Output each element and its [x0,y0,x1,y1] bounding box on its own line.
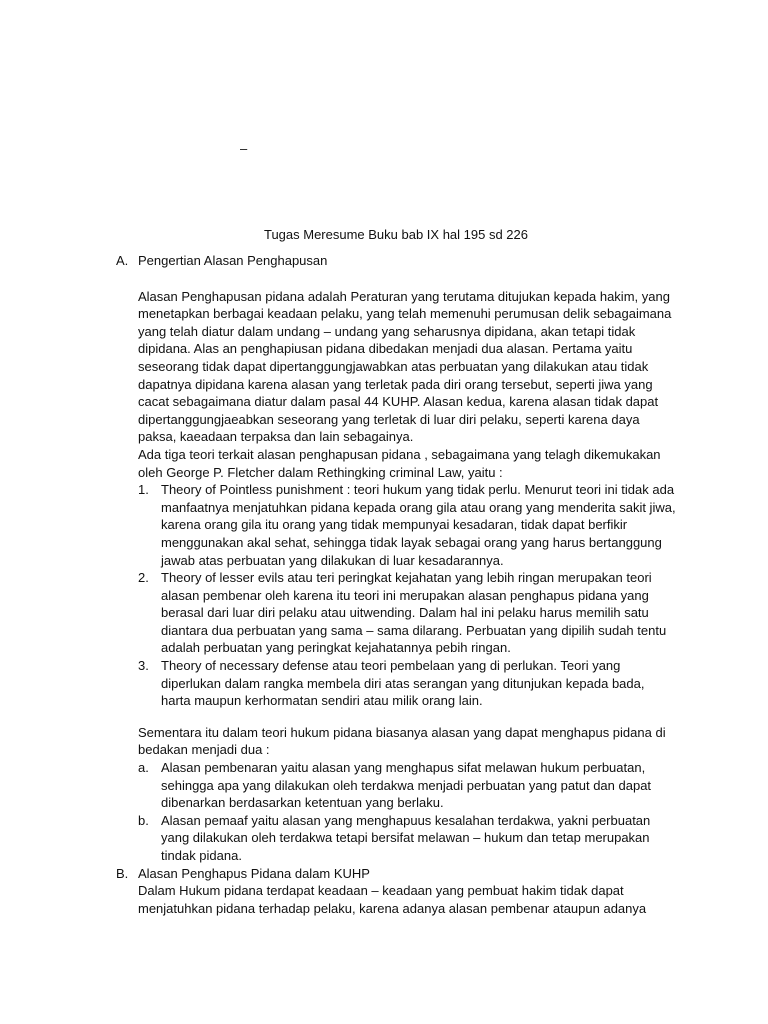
section-b-heading: Alasan Penghapus Pidana dalam KUHP [138,865,370,881]
reason-letter: b. [138,812,149,828]
section-a-paragraph-1: Alasan Penghapusan pidana adalah Peraturan yang terutama ditujukan kepada hakim, yang menetapkan berbagai keadaan pelaku, yang telah memenuhi perumusan delik sebagaimana yang telah diatur dalam undang – undang yang seharusnya dipidana, akan tetapi tidak dipidana. Alas an penghapiusan pidana dibedakan menjadi dua alasan. Pertama yaitu seseorang tidak dapat dipertanggungjawabkan atas perbuatan yang dilakukan atau tidak dapatnya dipidana karena alasan yang terletak pada diri orang tersebut, seperti jiwa yang cacat sebagaimana diatur dalam pasal 44 KUHP. Alasan kedua, karena alasan tidak dapat dipertanggungjaeabkan seseorang yang terletak di luar diri pelaku, seperti karena daya paksa, kaeadaan terpaksa dan lain sebagainya. [138,288,672,445]
section-a-marker: A. [116,253,129,268]
section-b-paragraph-1: Dalam Hukum pidana terdapat keadaan – keadaan yang pembuat hakim tidak dapat menjatuhkan pidana terhadap pelaku, karena adanya alasan pembenar ataupun adanya [138,883,647,916]
theory-item [138,657,676,710]
reason-item [138,812,676,865]
section-a-paragraph-3: Sementara itu dalam teori hukum pidana biasanya alasan yang dapat menghapus pidana di bedakan menjadi dua : [138,724,666,758]
theory-number: 1. [138,482,149,498]
theory-text: Theory of lesser evils atau teri peringkat kejahatan yang lebih ringan merupakan teori alasan pembenar oleh karena itu teori ini merupakan alasan penghapus pidana yang berasal dari luar diri pelaku atau uitwending. Dalam hal ini pelaku harus memilih satu diantara dua perbuatan yang sama – sama dilarang. Perbuatan yang dipilih sudah tentu adalah perbuatan yang peringkat kejahatannya pebih ringan. [161,570,667,656]
theory-item [138,569,676,657]
section-b [116,865,676,918]
reason-text: Alasan pembenaran yaitu alasan yang menghapus sifat melawan hukum perbuatan, sehingga apa yang dilakukan oleh terdakwa menjadi perbuatan yang patut dan dapat dibenarkan berdasarkan ketentuan yang berlaku. [161,760,652,811]
theory-text: Theory of necessary defense atau teori pembelaan yang di perlukan. Teori yang diperlukan dalam rangka membela diri atas serangan yang ditunjukan kepada bada, harta maupun kerhormatan sendiri atau milik orang lain. [161,658,645,709]
section-b-marker: B. [116,865,129,881]
document-title: Tugas Meresume Buku bab IX hal 195 sd 226 [263,227,528,242]
section-a-paragraph-2: Ada tiga teori terkait alasan penghapusan pidana , sebagaimana yang telagh dikemukakan oleh George P. Fletcher dalam Rethingking criminal Law, yaitu : [138,446,661,480]
theory-text: Theory of Pointless punishment : teori hukum yang tidak perlu. Menurut teori ini tidak ada manfaatnya menjatuhkan pidana kepada orang gila atau orang yang menderita sakit jiwa, karena orang gila itu orang yang tidak mempunyai kesadaran, tidak dapat berfikir menggunakan akal sehat, sehingga tidak layak sebagai orang yang harus bertanggung jawab atas perbuatan yang dilakukan di luar kesadarannya. [161,482,676,568]
theory-number: 3. [138,658,149,674]
theory-list [138,481,676,710]
section-a-heading: Pengertian Alasan Penghapusan [138,253,328,268]
theory-item [138,481,676,569]
reason-item [138,759,676,812]
theory-number: 2. [138,570,149,586]
header-dash: – [240,141,248,156]
reason-text: Alasan pemaaf yaitu alasan yang menghapuus kesalahan terdakwa, yakni perbuatan yang dilakukan oleh terdakwa tetapi bersifat melawan – hukum dan tetap merupakan tindak pidana. [161,812,651,863]
reason-list [138,759,676,865]
section-a [116,252,676,865]
document-body [116,252,676,917]
reason-letter: a. [138,760,149,776]
